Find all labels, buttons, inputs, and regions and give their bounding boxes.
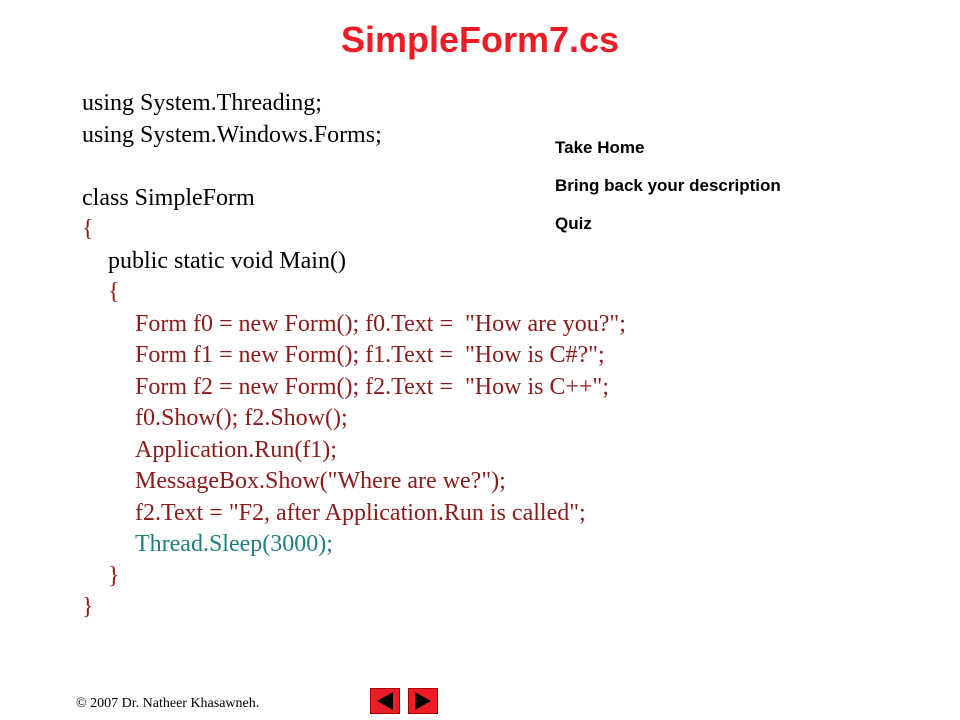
code-line: Form f2 = new Form(); f2.Text = "How is C++"; — [135, 373, 610, 400]
slide-navigation — [370, 688, 438, 714]
next-slide-button[interactable] — [408, 688, 438, 714]
code-line: class SimpleForm — [82, 184, 255, 211]
code-line: { — [108, 279, 120, 305]
notes-list — [555, 137, 781, 251]
previous-slide-button[interactable] — [370, 688, 400, 714]
note-quiz: Quiz — [555, 214, 592, 233]
left-arrow-icon — [371, 689, 399, 713]
note-take-home: Take Home — [555, 138, 645, 157]
code-line: f0.Show(); f2.Show(); — [135, 405, 348, 431]
code-line: Application.Run(f1); — [135, 436, 337, 463]
code-line: using System.Threading; — [82, 90, 322, 116]
code-line — [82, 151, 626, 183]
right-arrow-icon — [409, 689, 437, 713]
code-line: Form f0 = new Form(); f0.Text = "How are you?"; — [135, 310, 626, 337]
code-line: public static void Main() — [108, 247, 346, 274]
code-line: MessageBox.Show("Where are we?"); — [135, 468, 506, 494]
code-line: using System.Windows.Forms; — [82, 121, 382, 148]
code-line: Thread.Sleep(3000); — [135, 531, 333, 557]
code-block — [82, 88, 626, 624]
note-bring-back-description: Bring back your description — [555, 176, 781, 195]
code-line: } — [108, 562, 120, 589]
slide-title: SimpleForm7.cs — [340, 19, 620, 60]
code-line: f2.Text = "F2, after Application.Run is called"; — [135, 499, 586, 526]
copyright-footer: © 2007 Dr. Natheer Khasawneh. — [76, 696, 260, 711]
code-line: } — [82, 594, 94, 620]
code-line: { — [82, 216, 94, 242]
code-line: Form f1 = new Form(); f1.Text = "How is C#?"; — [135, 342, 605, 368]
